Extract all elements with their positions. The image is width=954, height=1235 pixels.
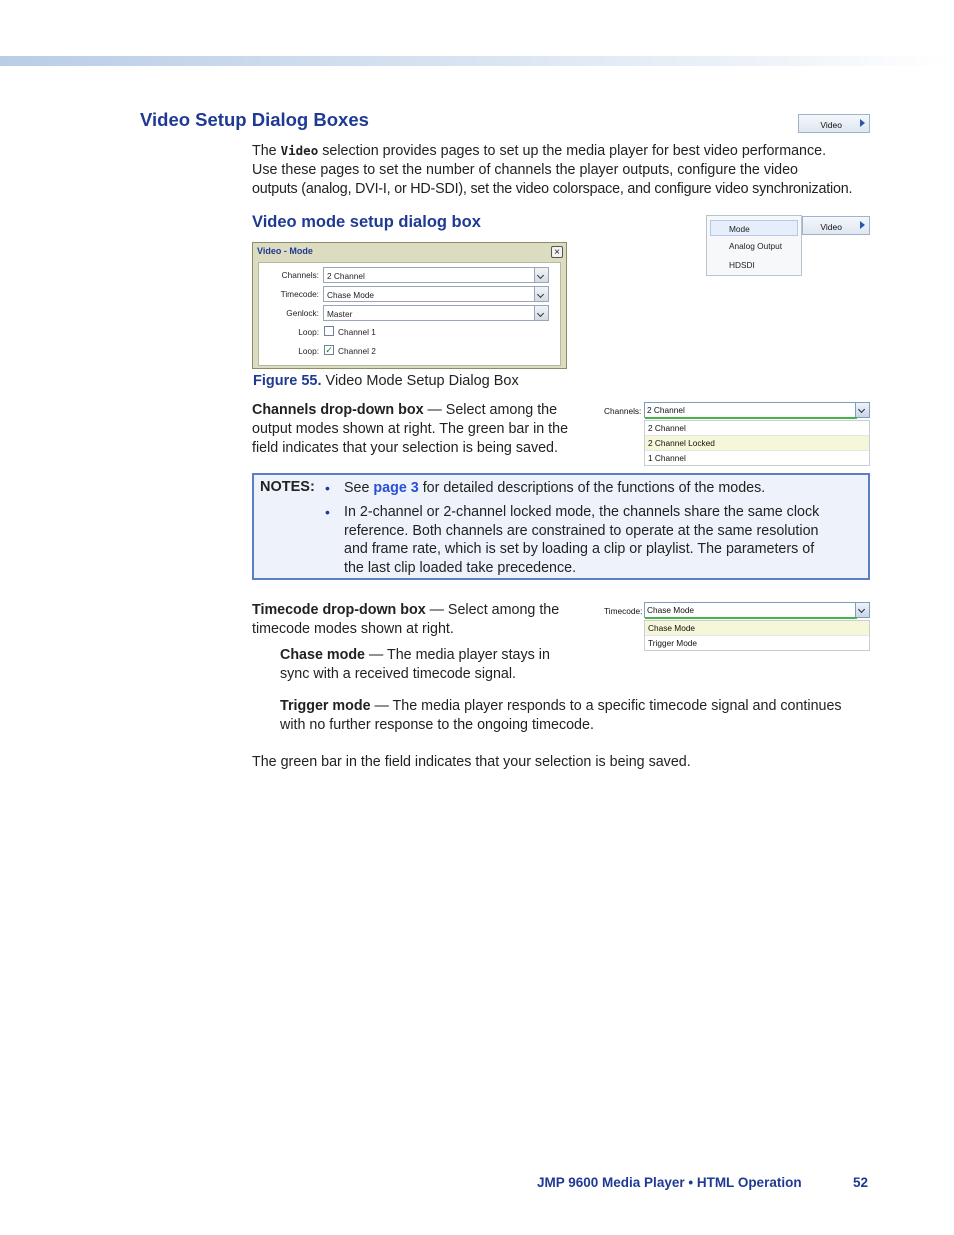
timecode-dd-list <box>644 620 870 651</box>
bullet: • <box>325 504 330 520</box>
closing-paragraph: The green bar in the field indicates that your selection is being saved. <box>252 754 691 770</box>
video-menu-label: Video <box>820 120 842 130</box>
close-icon[interactable]: × <box>551 246 563 258</box>
note-item-1 <box>344 479 765 498</box>
loop-label: Loop: <box>298 327 319 337</box>
video-mode-dialog <box>252 242 567 369</box>
section-title: Video mode setup dialog box <box>252 213 481 231</box>
channels-dd-field[interactable] <box>644 402 870 418</box>
loop-label: Loop: <box>298 346 319 356</box>
timecode-label: Timecode: <box>280 289 319 299</box>
channels-dropdown-example <box>604 402 870 466</box>
video-submenu <box>706 215 802 276</box>
timecode-dropdown-example <box>604 602 870 651</box>
timecode-value: Chase Mode <box>327 290 375 300</box>
note-text: In 2-channel or 2-channel locked mode, the channels share the same clock <box>344 504 820 520</box>
timecode-text: — Select among the <box>425 602 560 618</box>
channels-dd-list <box>644 420 870 466</box>
chevron-down-icon[interactable] <box>855 603 869 617</box>
page-number: 52 <box>853 1175 869 1190</box>
channels-text: — Select among the <box>423 402 558 418</box>
chevron-down-icon[interactable] <box>534 287 548 301</box>
channels-dd-value: 2 Channel <box>647 405 685 415</box>
page-link[interactable]: page 3 <box>373 480 419 496</box>
trigger-mode-description <box>280 697 872 735</box>
figure-text: Video Mode Setup Dialog Box <box>321 373 519 389</box>
dd-option-highlighted[interactable]: 2 Channel Locked <box>645 436 869 451</box>
figure-number: Figure 55. <box>253 373 322 389</box>
intro-text: outputs (analog, DVI-I, or HD-SDI), set the video colorspace, and configure video synchronization. <box>252 181 853 197</box>
channels-title: Channels drop-down box <box>252 402 424 418</box>
channels-text: field indicates that your selection is being saved. <box>252 440 558 456</box>
trigger-text: — The media player responds to a specific timecode signal and continues <box>370 698 842 714</box>
footer-title: JMP 9600 Media Player • HTML Operation <box>537 1175 802 1190</box>
trigger-text: with no further response to the ongoing timecode. <box>280 717 594 733</box>
channels-label: Channels: <box>281 270 319 280</box>
menu-item-hdsdi[interactable]: HDSDI <box>729 260 755 270</box>
bullet: • <box>325 480 330 496</box>
save-progress-bar <box>645 617 857 619</box>
notes-label: NOTES: <box>260 479 315 495</box>
dd-option-highlighted[interactable]: Chase Mode <box>645 621 869 636</box>
loop-channel1-checkbox[interactable] <box>324 326 334 336</box>
dialog-title: Video - Mode <box>257 246 313 256</box>
timecode-dd-field[interactable] <box>644 602 870 618</box>
intro-paragraph <box>252 141 872 199</box>
note-text: and frame rate, which is set by loading a clip or playlist. The parameters of <box>344 541 815 557</box>
timecode-title: Timecode drop-down box <box>252 602 426 618</box>
loop-channel2-checkbox[interactable]: ✓ <box>325 345 333 355</box>
intro-code: Video <box>280 143 319 158</box>
note-text: for detailed descriptions of the functions of the modes. <box>418 480 766 496</box>
menu-item-mode[interactable]: Mode <box>710 220 798 236</box>
channels-select[interactable] <box>323 267 549 283</box>
genlock-select[interactable] <box>323 305 549 321</box>
channels-dd-label: Channels: <box>604 406 642 416</box>
save-progress-bar <box>645 417 857 419</box>
timecode-text: timecode modes shown at right. <box>252 621 454 637</box>
channels-text: output modes shown at right. The green bar in the <box>252 421 569 437</box>
dd-option[interactable]: 1 Channel <box>648 453 686 463</box>
menu-item-analog-output[interactable]: Analog Output <box>729 241 783 251</box>
loop-channel1-text: Channel 1 <box>338 327 376 337</box>
chevron-down-icon[interactable] <box>534 268 548 282</box>
intro-text: The <box>252 143 281 159</box>
chevron-down-icon[interactable] <box>855 403 869 417</box>
dd-option[interactable]: 2 Channel <box>645 421 869 436</box>
dialog-body <box>258 262 561 366</box>
note-item-2 <box>344 503 854 577</box>
header-gradient-bar <box>0 56 954 66</box>
chase-text: — The media player stays in <box>365 647 550 663</box>
genlock-label: Genlock: <box>286 308 319 318</box>
chase-mode-description <box>280 646 580 684</box>
loop-channel2-text: Channel 2 <box>338 346 376 356</box>
dd-option[interactable]: Trigger Mode <box>648 638 698 648</box>
video-menu-label: Video <box>820 222 842 232</box>
timecode-description <box>252 601 602 639</box>
arrow-right-icon <box>860 221 865 229</box>
note-text: See <box>344 480 374 496</box>
note-text: reference. Both channels are constrained to operate at the same resolution <box>344 522 819 539</box>
trigger-title: Trigger mode <box>280 698 371 714</box>
notes-box <box>252 473 870 580</box>
video-menu-button[interactable] <box>798 114 870 133</box>
intro-text: Use these pages to set the number of channels the player outputs, configure the video <box>252 162 799 178</box>
page-title: Video Setup Dialog Boxes <box>140 109 369 130</box>
channels-description <box>252 401 602 458</box>
chase-text: sync with a received timecode signal. <box>280 666 517 682</box>
chase-title: Chase mode <box>280 647 366 663</box>
video-menu-button-open[interactable] <box>802 216 870 235</box>
channels-value: 2 Channel <box>327 271 365 281</box>
note-text: the last clip loaded take precedence. <box>344 559 577 576</box>
timecode-dd-value: Chase Mode <box>647 605 695 615</box>
intro-text: selection provides pages to set up the media player for best video performance. <box>318 143 827 159</box>
chevron-down-icon[interactable] <box>534 306 548 320</box>
timecode-dd-label: Timecode: <box>604 606 643 616</box>
figure-caption <box>253 373 519 389</box>
genlock-value: Master <box>327 309 353 319</box>
arrow-right-icon <box>860 119 865 127</box>
timecode-select[interactable] <box>323 286 549 302</box>
